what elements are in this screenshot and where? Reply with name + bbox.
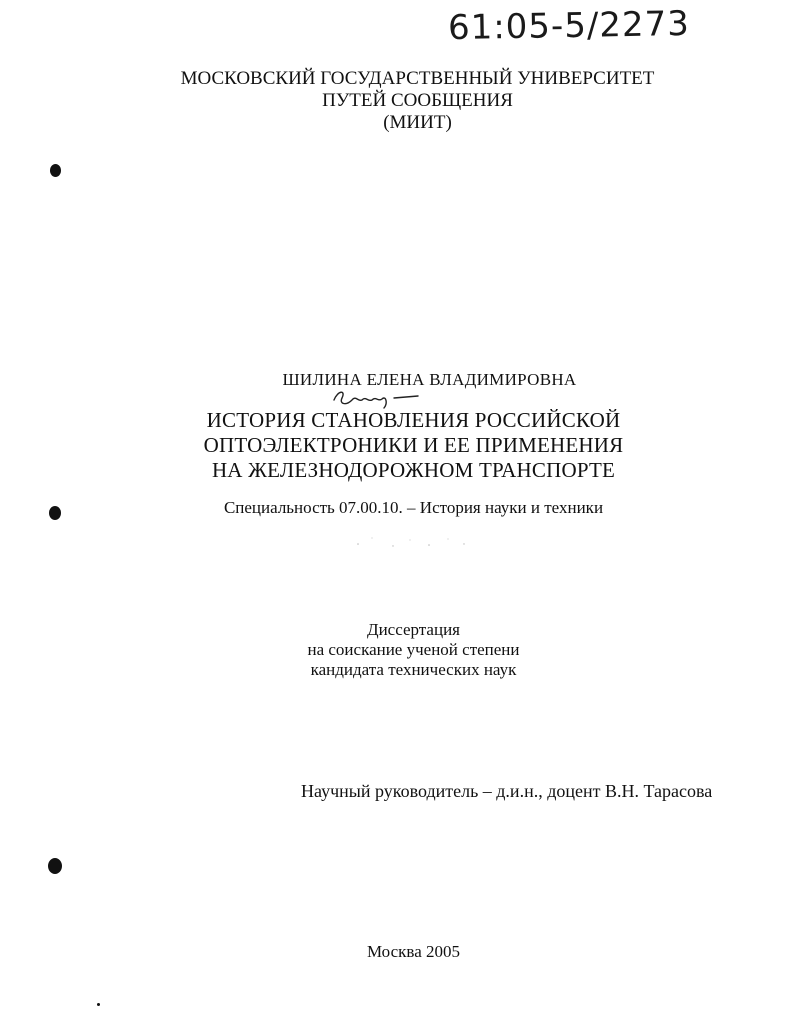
punch-hole-bottom (48, 858, 62, 874)
degree-line-1: Диссертация (366, 620, 460, 639)
title-line-2: ОПТОЭЛЕКТРОНИКИ И ЕЕ ПРИМЕНЕНИЯ (203, 433, 624, 457)
degree-line-2: на соискание ученой степени (307, 640, 520, 659)
university-line-1: МОСКОВСКИЙ ГОСУДАРСТВЕННЫЙ УНИВЕРСИТЕТ (180, 68, 655, 89)
university-line-3: (МИИТ) (383, 112, 452, 133)
specialty-line: Специальность 07.00.10. – История науки и техники (223, 498, 604, 517)
degree-line-3: кандидата технических наук (310, 660, 517, 679)
archive-code-handwritten: 61:05-5/2273 (447, 3, 691, 49)
university-header (18, 68, 799, 134)
degree-statement (14, 620, 799, 680)
title-line-3: НА ЖЕЛЕЗНОДОРОЖНОМ ТРАНСПОРТЕ (211, 458, 616, 482)
author-name: ШИЛИНА ЕЛЕНА ВЛАДИМИРОВНА (282, 370, 577, 389)
scientific-supervisor: Научный руководитель – д.и.н., доцент В.Н. Тарасова (301, 781, 713, 801)
city-and-year: Москва 2005 (366, 942, 461, 961)
dissertation-title (14, 408, 799, 483)
title-line-1: ИСТОРИЯ СТАНОВЛЕНИЯ РОССИЙСКОЙ (206, 408, 621, 432)
punch-hole-top (50, 164, 61, 177)
scan-speck (97, 1003, 100, 1006)
scan-noise (352, 530, 482, 552)
university-line-2: ПУТЕЙ СООБЩЕНИЯ (322, 90, 513, 111)
